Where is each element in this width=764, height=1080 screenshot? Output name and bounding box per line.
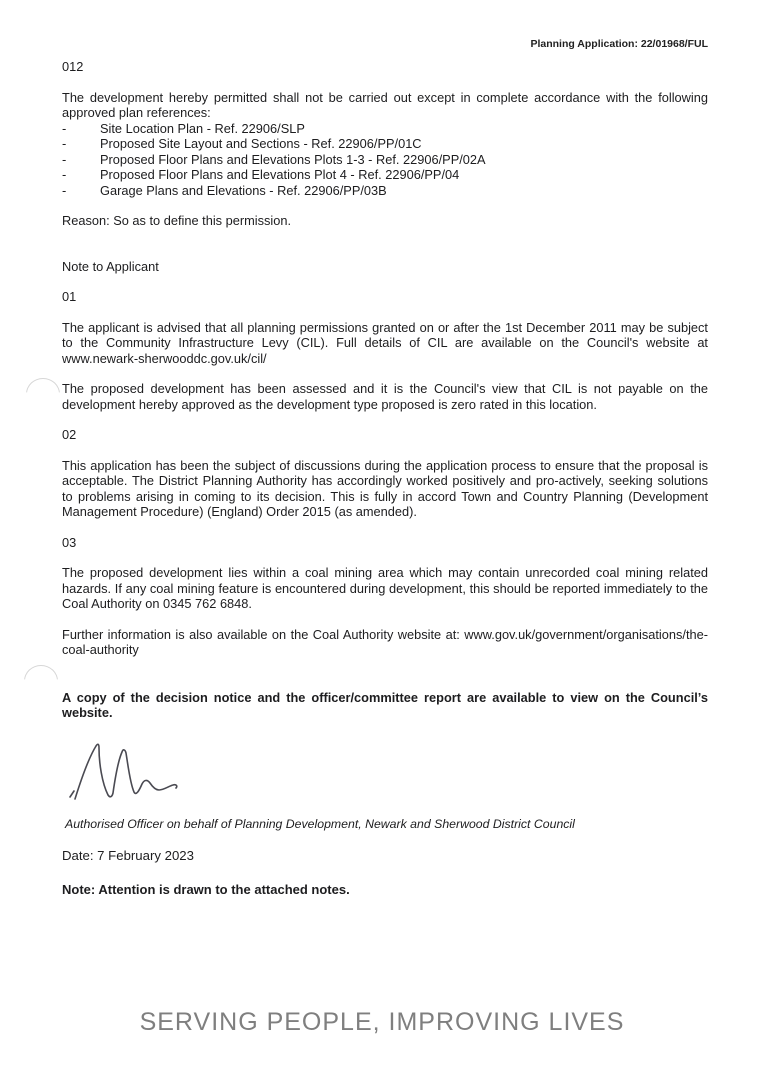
council-slogan: SERVING PEOPLE, IMPROVING LIVES (139, 1008, 625, 1036)
bullet-dash: - (62, 136, 67, 151)
date-line: Date: 7 February 2023 (62, 847, 194, 863)
note-02-paragraph: This application has been the subject of discussions during the application process to ensure that the proposal is acceptable. The District Planning Authority has accordingly worked positively and pro-actively, seeking solutions to problems arising in coming to its decision. This is fully in accord Town and Country Planning (Development Management Procedure) (England) Order 2015 (as amended). (62, 457, 708, 519)
reason-line: Reason: So as to define this permission. (62, 213, 292, 228)
plan-ref-text: Proposed Floor Plans and Elevations Plots 1-3 - Ref. 22906/PP/02A (100, 151, 486, 167)
signature-block (66, 739, 708, 805)
note-03-paragraph-coal-mining: The proposed development lies within a coal mining area which may contain unrecorded coal mining related hazards. If any coal mining feature is encountered during development, this should be reported immediately to the Coal Authority on 0345 762 6848. (62, 565, 708, 611)
list-item (62, 121, 708, 137)
condition-intro-paragraph: The development hereby permitted shall not be carried out except in complete accordance with the following approved plan references: (62, 89, 708, 120)
note-number-02: 02 (62, 427, 77, 442)
list-item (62, 167, 708, 183)
condition-number: 012 (62, 59, 84, 74)
approved-plan-reference-list (62, 121, 708, 199)
note-01-paragraph-cil: The applicant is advised that all planning permissions granted on or after the 1st December 2011 may be subject to the Community Infrastructure Levy (CIL). Full details of CIL are available on the Council's website at www.newark-sherwooddc.gov.uk/cil/ (62, 319, 708, 366)
signature-scribble (66, 739, 186, 805)
note-number-01: 01 (62, 289, 77, 304)
note-number-03: 03 (62, 534, 77, 550)
planning-application-reference: Planning Application: 22/01968/FUL (530, 38, 708, 50)
bullet-dash: - (62, 151, 67, 167)
list-item (62, 152, 708, 168)
note-01-paragraph-assessment: The proposed development has been assessed and it is the Council's view that CIL is not payable on the development hereby approved as the development type proposed is zero rated in this location. (62, 381, 708, 412)
plan-ref-text: Proposed Floor Plans and Elevations Plot 4 - Ref. 22906/PP/04 (100, 167, 460, 182)
note-03-paragraph-further-info: Further information is also available on the Coal Authority website at: www.gov.uk/government/organisations/the-coal-authority (62, 626, 708, 657)
note-to-applicant-heading: Note to Applicant (62, 258, 159, 274)
decision-notice-statement: A copy of the decision notice and the officer/committee report are available to view on the Council’s website. (62, 689, 708, 720)
bullet-dash: - (62, 167, 67, 182)
attention-note: Note: Attention is drawn to the attached notes. (62, 882, 350, 897)
bullet-dash: - (62, 120, 67, 136)
plan-ref-text: Site Location Plan - Ref. 22906/SLP (100, 120, 305, 136)
plan-ref-text: Proposed Site Layout and Sections - Ref. 22906/PP/01C (100, 136, 422, 151)
plan-ref-text: Garage Plans and Elevations - Ref. 22906/PP/03B (100, 182, 387, 198)
list-item (62, 183, 708, 199)
bullet-dash: - (62, 182, 67, 198)
authorised-officer-line: Authorised Officer on behalf of Planning Development, Newark and Sherwood District Council (65, 816, 575, 831)
list-item (62, 136, 708, 152)
